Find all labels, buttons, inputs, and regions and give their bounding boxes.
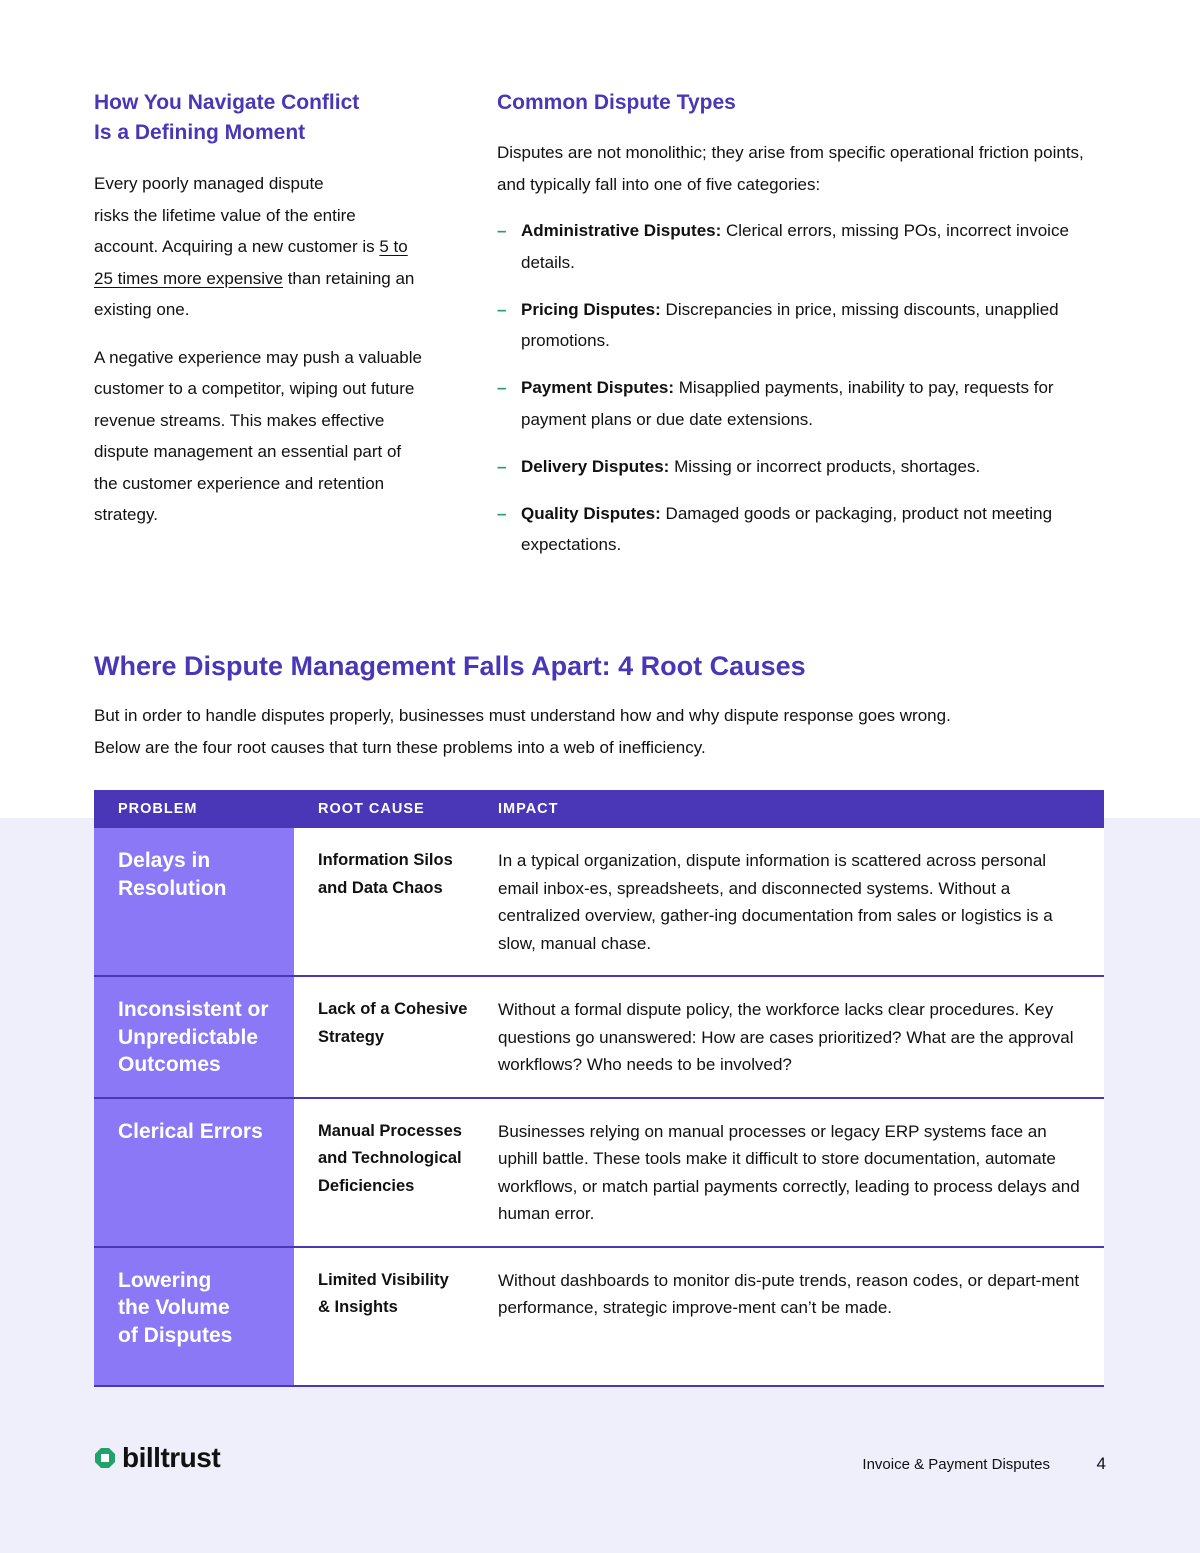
footer-document-title: Invoice & Payment Disputes xyxy=(862,1456,1050,1473)
dispute-type-term: Payment Disputes: xyxy=(521,378,675,397)
conflict-heading-line2: Is a Defining Moment xyxy=(94,121,306,144)
dispute-types-intro: Disputes are not monolithic; they arise from specific operational friction points, and typically fall into one of five categories: xyxy=(497,143,1084,194)
table-row xyxy=(94,828,1104,976)
left-column xyxy=(94,88,424,531)
table-row xyxy=(94,1247,1104,1386)
problem-cell: Clerical Errors xyxy=(94,1098,294,1247)
conflict-paragraph-2: A negative experience may push a valuable customer to a competitor, wiping out future revenue streams. This makes effective dispute management an essential part of the customer experience and retention strategy. xyxy=(94,347,422,524)
bullet-dash: – xyxy=(497,378,507,397)
bullet-dash: – xyxy=(497,503,507,523)
dispute-type-term: Pricing Disputes: xyxy=(521,299,661,319)
list-item xyxy=(497,498,1097,561)
root-cause-cell: Information Silos and Data Chaos xyxy=(294,828,484,976)
dispute-type-desc: Discrepancies in price, missing discounts, unapplied promotions. xyxy=(521,299,1059,350)
problem-cell: Lowering the Volume of Disputes xyxy=(94,1247,294,1386)
dispute-type-desc: Missing or incorrect products, shortages. xyxy=(669,456,981,476)
root-cause-cell: Limited Visibility & Insights xyxy=(294,1247,484,1386)
dispute-type-desc: Misapplied payments, inability to pay, requests for payment plans or due date extensions. xyxy=(521,378,1054,429)
list-item xyxy=(497,451,1097,483)
table-header-row xyxy=(94,790,1104,828)
dispute-types-heading: Common Dispute Types xyxy=(497,91,736,114)
conflict-p1-line1: Every poorly managed dispute xyxy=(94,174,324,193)
impact-cell: Without dashboards to monitor dis-pute trends, reason codes, or depart-ment performance, strategic improve-ment can’t be made. xyxy=(484,1247,1104,1386)
list-item xyxy=(497,294,1097,357)
billtrust-logo-icon xyxy=(94,1447,116,1469)
bullet-dash: – xyxy=(497,221,507,240)
billtrust-wordmark: billtrust xyxy=(122,1442,221,1473)
list-item xyxy=(497,372,1097,435)
page-number: 4 xyxy=(1096,1454,1106,1473)
root-causes-table xyxy=(94,790,1104,1387)
root-cause-cell: Lack of a Cohesive Strategy xyxy=(294,976,484,1098)
list-item xyxy=(497,215,1097,278)
column-header-problem: PROBLEM xyxy=(94,790,294,828)
table-row xyxy=(94,976,1104,1098)
dispute-type-term: Administrative Disputes: xyxy=(521,221,722,240)
root-causes-intro: But in order to handle disputes properly, businesses must understand how and why dispute response goes wrong. Below are the four root causes that turn these problems into a web of inefficiency. xyxy=(94,706,951,757)
column-header-root-cause: ROOT CAUSE xyxy=(294,790,484,828)
conflict-p1-tail: than retaining an existing one. xyxy=(94,268,415,319)
cost-statistic-link[interactable]: 5 to 25 times more expensive xyxy=(94,237,408,288)
table-row xyxy=(94,1098,1104,1247)
root-causes-heading: Where Dispute Management Falls Apart: 4 Root Causes xyxy=(94,651,806,681)
conflict-paragraph-1 xyxy=(94,168,424,326)
bullet-dash: – xyxy=(497,299,507,319)
dispute-type-desc: Clerical errors, missing POs, incorrect invoice details. xyxy=(521,221,1069,272)
dispute-type-term: Delivery Disputes: xyxy=(521,456,670,476)
conflict-p1-text: risks the lifetime value of the entire account. Acquiring a new customer is xyxy=(94,205,380,256)
dispute-type-desc: Damaged goods or packaging, product not meeting expectations. xyxy=(521,503,1053,554)
root-causes-section xyxy=(94,648,1104,763)
right-column xyxy=(497,88,1097,576)
problem-cell: Inconsistent or Unpredictable Outcomes xyxy=(94,976,294,1098)
bullet-dash: – xyxy=(497,456,507,476)
root-cause-cell: Manual Processes and Technological Deficiencies xyxy=(294,1098,484,1247)
conflict-heading-line1: How You Navigate Conflict xyxy=(94,91,360,114)
dispute-types-list xyxy=(497,215,1097,561)
problem-cell: Delays in Resolution xyxy=(94,828,294,976)
billtrust-logo xyxy=(94,1443,220,1473)
column-header-impact: IMPACT xyxy=(484,790,1104,828)
impact-cell: Businesses relying on manual processes or legacy ERP systems face an uphill battle. These tools make it difficult to store documentation, automate workflows, or match partial payments correctly, leading to process delays and human error. xyxy=(484,1098,1104,1247)
dispute-type-term: Quality Disputes: xyxy=(521,503,661,523)
impact-cell: In a typical organization, dispute information is scattered across personal email inbox-es, spreadsheets, and disconnected systems. Without a centralized overview, gather-ing documentation from sales or logistics is a slow, manual chase. xyxy=(484,828,1104,976)
impact-cell: Without a formal dispute policy, the workforce lacks clear procedures. Key questions go unanswered: How are cases prioritized? What are the approval workflows? Who needs to be involved? xyxy=(484,976,1104,1098)
conflict-heading xyxy=(94,88,424,148)
